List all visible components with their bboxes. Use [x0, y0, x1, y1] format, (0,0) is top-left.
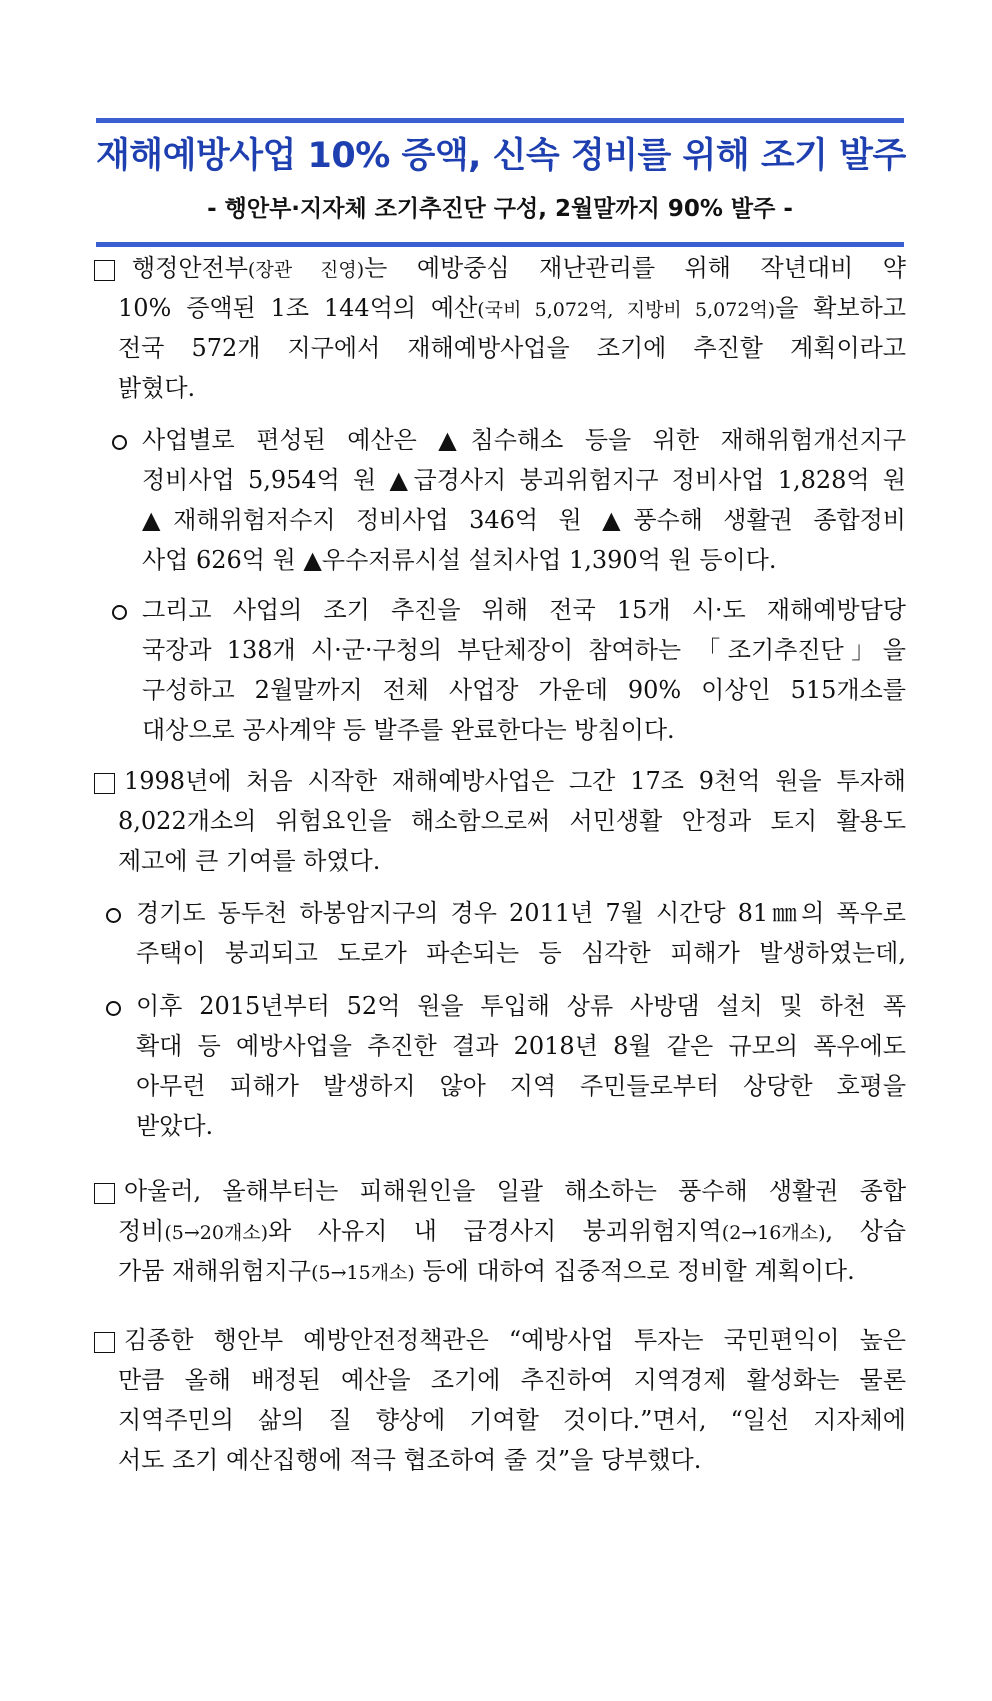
- paragraph-line: 8,022개소의 위험요인을 해소함으로써 서민생활 안정과 토지 활용도: [118, 807, 906, 835]
- paragraph-line: 제고에 큰 기여를 하였다.: [118, 847, 381, 875]
- paragraph-line: 사업별로 편성된 예산은 ▲침수해소 등을 위한 재해위험개선지구: [142, 426, 906, 454]
- paragraph-line: 정비사업 5,954억 원 ▲급경사지 붕괴위험지구 정비사업 1,828억 원: [142, 466, 906, 494]
- paragraph-line: 지역주민의 삶의 질 향상에 기여할 것이다.”면서, “일선 지자체에: [118, 1406, 906, 1434]
- sub-item-dongducheon: [96, 893, 906, 973]
- paragraph-line: 김종한 행안부 예방안전정책관은 “예방사업 투자는 국민편익이 높은: [124, 1326, 906, 1354]
- paragraph-line: 행정안전부(장관 진영)는 예방중심 재난관리를 위해 작년대비 약: [132, 254, 906, 282]
- top-rule: [96, 118, 904, 123]
- paragraph-line: 아울러, 올해부터는 피해원인을 일괄 해소하는 풍수해 생활권 종합: [124, 1177, 906, 1205]
- paragraph-line: 구성하고 2월말까지 전체 사업장 가운데 90% 이상인 515개소를: [142, 676, 906, 704]
- paragraph-line: 아무런 피해가 발생하지 않아 지역 주민들로부터 상당한 호평을: [136, 1072, 906, 1100]
- paragraph-2: [96, 761, 906, 881]
- paragraph-line: 받았다.: [136, 1112, 214, 1140]
- paragraph-line: 대상으로 공사계약 등 발주를 완료한다는 방침이다.: [142, 716, 675, 744]
- paragraph-line: 정비(5→20개소)와 사유지 내 급경사지 붕괴위험지역(2→16개소), 상습: [118, 1217, 906, 1245]
- page-subtitle: - 행안부·지자체 조기추진단 구성, 2월말까지 90% 발주 -: [207, 196, 793, 222]
- paragraph-line: 서도 조기 예산집행에 적극 협조하여 줄 것”을 당부했다.: [118, 1446, 702, 1474]
- paragraph-line: 만큼 올해 배정된 예산을 조기에 추진하여 지역경제 활성화는 물론: [118, 1366, 906, 1394]
- paragraph-line: 1998년에 처음 시작한 재해예방사업은 그간 17조 9천억 원을 투자해: [124, 767, 906, 795]
- paragraph-line: 사업 626억 원 ▲우수저류시설 설치사업 1,390억 원 등이다.: [142, 546, 777, 574]
- page-title: 재해예방사업 10% 증액, 신속 정비를 위해 조기 발주: [96, 136, 906, 176]
- paragraph-line: 확대 등 예방사업을 추진한 결과 2018년 8월 같은 규모의 폭우에도: [136, 1032, 906, 1060]
- bottom-rule: [96, 242, 904, 247]
- paragraph-line: 10% 증액된 1조 144억의 예산(국비 5,072억, 지방비 5,072억)을 확보하고: [118, 294, 906, 322]
- paragraph-line: 주택이 붕괴되고 도로가 파손되는 등 심각한 피해가 발생하였는데,: [136, 939, 906, 967]
- paragraph-3: [96, 1171, 906, 1291]
- paragraph-1: [96, 248, 906, 408]
- paragraph-line: 경기도 동두천 하봉암지구의 경우 2011년 7월 시간당 81㎜의 폭우로: [136, 899, 906, 927]
- sub-item-task-force: [96, 590, 906, 750]
- paragraph-line: ▲재해위험저수지 정비사업 346억 원 ▲풍수해 생활권 종합정비: [142, 506, 906, 534]
- paragraph-line: 그리고 사업의 조기 추진을 위해 전국 15개 시·도 재해예방담당: [142, 596, 906, 624]
- paragraph-line: 가뭄 재해위험지구(5→15개소) 등에 대하여 집중적으로 정비할 계획이다.: [118, 1257, 855, 1285]
- sub-item-budget: [96, 420, 906, 580]
- paragraph-line: 밝혔다.: [118, 374, 196, 402]
- paragraph-4: [96, 1320, 906, 1480]
- paragraph-line: 국장과 138개 시·군·구청의 부단체장이 참여하는 「조기추진단」을: [142, 636, 906, 664]
- paragraph-line: 전국 572개 지구에서 재해예방사업을 조기에 추진할 계획이라고: [118, 334, 906, 362]
- sub-item-result: [96, 986, 906, 1146]
- paragraph-line: 이후 2015년부터 52억 원을 투입해 상류 사방댐 설치 및 하천 폭: [136, 992, 906, 1020]
